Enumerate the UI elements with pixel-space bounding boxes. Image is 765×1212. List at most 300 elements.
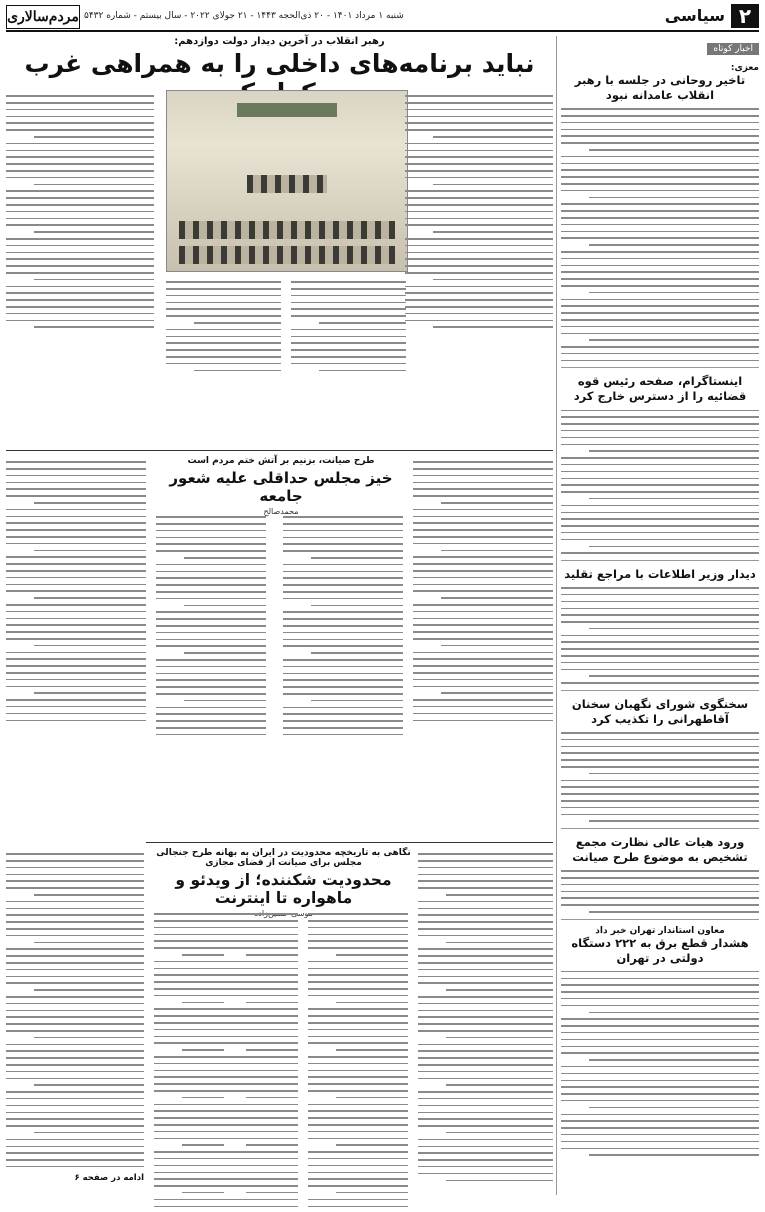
text-line: [166, 281, 281, 283]
text-line: [6, 1030, 144, 1032]
text-line: [6, 679, 146, 681]
body-text-block: [6, 461, 146, 721]
text-line: [34, 1132, 144, 1134]
text-line: [308, 974, 408, 976]
text-line: [413, 672, 553, 674]
article-column: [308, 908, 408, 1212]
text-line: [6, 996, 144, 998]
text-line: [6, 177, 154, 179]
section-title: سیاسی: [664, 6, 725, 25]
text-line: [154, 988, 224, 990]
text-line: [283, 693, 403, 695]
text-line: [308, 1185, 408, 1187]
text-line: [154, 974, 224, 976]
text-line: [218, 968, 298, 970]
text-line: [418, 982, 553, 984]
text-line: [308, 1042, 408, 1044]
text-line: [283, 720, 403, 722]
text-line: [218, 1083, 298, 1085]
text-line: [589, 546, 759, 548]
text-line: [589, 911, 759, 913]
body-text-block: [561, 108, 759, 361]
text-line: [6, 1098, 144, 1100]
text-line: [561, 780, 759, 782]
text-line: [308, 1008, 408, 1010]
text-line: [405, 245, 553, 247]
text-line: [413, 624, 553, 626]
text-line: [308, 961, 408, 963]
text-line: [418, 1030, 553, 1032]
text-line: [561, 156, 759, 158]
lead-column: [405, 90, 553, 333]
text-line: [6, 286, 154, 288]
text-line: [156, 734, 266, 736]
text-line: [154, 1063, 224, 1065]
text-line: [413, 529, 553, 531]
text-line: [154, 920, 224, 922]
sidebar-headline: هشدار قطع برق به ۲۲۲ دستگاه دولتی در تهران: [571, 935, 749, 965]
text-line: [418, 1071, 553, 1073]
text-line: [418, 1125, 553, 1127]
text-line: [405, 197, 553, 199]
text-line: [405, 122, 553, 124]
text-line: [308, 913, 408, 915]
text-line: [413, 488, 553, 490]
text-line: [154, 1056, 224, 1058]
text-line: [561, 807, 759, 809]
text-line: [405, 116, 553, 118]
text-line: [589, 149, 759, 151]
text-line: [156, 571, 266, 573]
text-line: [166, 349, 281, 351]
text-line: [156, 530, 266, 532]
text-line: [156, 659, 266, 661]
text-line: [561, 163, 759, 165]
text-line: [561, 752, 759, 754]
newspaper-logo: مردم‌سالاری: [6, 5, 80, 29]
text-line: [336, 1144, 408, 1146]
text-line: [6, 1125, 144, 1127]
masthead: [6, 4, 759, 32]
text-line: [6, 672, 146, 674]
text-line: [308, 920, 408, 922]
text-line: [6, 211, 154, 213]
text-line: [405, 218, 553, 220]
text-line: [589, 820, 759, 822]
text-line: [561, 897, 759, 899]
text-line: [405, 129, 553, 131]
article-column: [413, 456, 553, 726]
text-line: [561, 299, 759, 301]
text-line: [34, 502, 146, 504]
text-line: [561, 608, 759, 610]
text-line: [283, 679, 403, 681]
body-text-block: [6, 853, 144, 1167]
text-line: [413, 584, 553, 586]
text-line: [6, 495, 146, 497]
text-line: [418, 921, 553, 923]
text-line: [413, 482, 553, 484]
text-line: [6, 543, 146, 545]
text-line: [218, 1131, 298, 1133]
text-line: [6, 170, 154, 172]
article-column: [218, 908, 298, 1212]
sidebar-kicker: معاون استاندار تهران خبر داد: [595, 925, 725, 936]
text-line: [291, 295, 406, 297]
text-line: [561, 518, 759, 520]
text-line: [418, 1003, 553, 1005]
lead-column: [291, 276, 406, 376]
text-line: [405, 170, 553, 172]
text-line: [319, 370, 406, 372]
text-line: [418, 887, 553, 889]
text-line: [441, 645, 553, 647]
text-line: [308, 1206, 408, 1208]
text-line: [589, 292, 759, 294]
text-line: [6, 1166, 144, 1168]
text-line: [561, 285, 759, 287]
text-line: [6, 258, 154, 260]
text-line: [405, 313, 553, 315]
text-line: [6, 116, 154, 118]
text-line: [154, 940, 224, 942]
text-line: [561, 444, 759, 446]
text-line: [308, 1056, 408, 1058]
text-line: [6, 252, 154, 254]
text-line: [218, 913, 298, 915]
text-line: [34, 989, 144, 991]
text-line: [308, 1070, 408, 1072]
text-line: [561, 333, 759, 335]
text-line: [561, 271, 759, 273]
text-line: [34, 692, 146, 694]
text-line: [218, 1036, 298, 1038]
text-line: [561, 203, 759, 205]
text-line: [283, 598, 403, 600]
text-line: [156, 618, 266, 620]
text-line: [413, 706, 553, 708]
text-line: [6, 238, 154, 240]
text-line: [283, 632, 403, 634]
text-line: [6, 867, 144, 869]
text-line: [154, 961, 224, 963]
text-line: [561, 877, 759, 879]
text-line: [6, 948, 144, 950]
text-line: [311, 652, 403, 654]
text-line: [218, 1206, 298, 1208]
text-line: [561, 1073, 759, 1075]
text-line: [6, 1016, 144, 1018]
text-line: [154, 1172, 224, 1174]
text-line: [561, 210, 759, 212]
text-line: [156, 720, 266, 722]
sidebar-headline: اینستاگرام، صفحه رئیس قوه قضائیه را از دسترس خارج کرد: [573, 374, 747, 404]
text-line: [561, 1025, 759, 1027]
text-line: [184, 605, 266, 607]
text-line: [418, 1050, 553, 1052]
text-line: [405, 190, 553, 192]
text-line: [154, 927, 224, 929]
text-line: [154, 968, 224, 970]
text-line: [154, 981, 224, 983]
text-line: [6, 320, 154, 322]
text-line: [6, 713, 146, 715]
text-line: [283, 686, 403, 688]
lead-column: [6, 90, 154, 333]
text-line: [418, 1105, 553, 1107]
text-line: [308, 934, 408, 936]
article-column: [418, 848, 553, 1186]
text-line: [6, 570, 146, 572]
text-line: [283, 584, 403, 586]
text-line: [413, 631, 553, 633]
text-line: [156, 523, 266, 525]
text-line: [283, 645, 403, 647]
article-column: [156, 511, 266, 741]
text-line: [413, 516, 553, 518]
text-line: [166, 295, 281, 297]
text-line: [308, 1090, 408, 1092]
text-line: [6, 982, 144, 984]
text-line: [6, 306, 154, 308]
text-line: [283, 727, 403, 729]
text-line: [589, 1154, 759, 1156]
page-number: ۲: [731, 4, 759, 28]
text-line: [418, 1112, 553, 1114]
text-line: [418, 935, 553, 937]
body-text-block: [405, 95, 553, 328]
text-line: [418, 1023, 553, 1025]
text-line: [246, 1097, 298, 1099]
text-line: [194, 322, 281, 324]
text-line: [156, 707, 266, 709]
body-text-block: [156, 516, 266, 735]
text-line: [405, 211, 553, 213]
text-line: [418, 1159, 553, 1161]
text-line: [561, 265, 759, 267]
text-line: [182, 1002, 224, 1004]
text-line: [418, 1139, 553, 1141]
text-line: [561, 984, 759, 986]
text-line: [6, 1105, 144, 1107]
byline: محمدصالح: [263, 507, 299, 516]
text-line: [308, 981, 408, 983]
text-line: [589, 675, 759, 677]
text-line: [6, 652, 146, 654]
article-kicker: طرح صیانت، بزنیم بر آتش ختم مردم است: [187, 456, 375, 466]
text-line: [413, 618, 553, 620]
text-line: [561, 258, 759, 260]
text-line: [561, 732, 759, 734]
text-line: [418, 928, 553, 930]
text-line: [154, 1090, 224, 1092]
text-line: [311, 605, 403, 607]
text-line: [336, 1049, 408, 1051]
text-line: [561, 108, 759, 110]
text-line: [6, 706, 146, 708]
sidebar-headline: دیدار وزیر اطلاعات با مراجع تقلید: [564, 566, 756, 581]
text-line: [34, 942, 144, 944]
text-line: [154, 1138, 224, 1140]
text-line: [6, 874, 144, 876]
text-line: [418, 969, 553, 971]
text-line: [283, 713, 403, 715]
text-line: [291, 363, 406, 365]
text-line: [405, 306, 553, 308]
text-line: [413, 699, 553, 701]
text-line: [154, 1178, 224, 1180]
text-line: [413, 604, 553, 606]
sidebar-headline: ورود هیات عالی نظارت مجمع تشخیص به موضوع طرح صیانت: [572, 834, 748, 864]
main-content: [6, 36, 553, 1195]
text-line: [561, 176, 759, 178]
text-line: [308, 1124, 408, 1126]
text-line: [283, 659, 403, 661]
text-line: [561, 1148, 759, 1150]
text-line: [6, 955, 144, 957]
text-line: [413, 577, 553, 579]
text-line: [218, 1063, 298, 1065]
text-line: [6, 536, 146, 538]
text-line: [405, 272, 553, 274]
text-line: [418, 1057, 553, 1059]
text-line: [218, 1015, 298, 1017]
text-line: [218, 961, 298, 963]
text-line: [6, 245, 154, 247]
text-line: [561, 278, 759, 280]
text-line: [34, 1037, 144, 1039]
text-line: [308, 1138, 408, 1140]
text-line: [6, 914, 144, 916]
text-line: [156, 598, 266, 600]
text-line: [156, 686, 266, 688]
text-line: [308, 1036, 408, 1038]
text-line: [6, 488, 146, 490]
text-line: [156, 537, 266, 539]
text-line: [405, 204, 553, 206]
text-line: [218, 1070, 298, 1072]
article-column: [154, 908, 224, 1212]
text-line: [154, 1042, 224, 1044]
body-text-block: [561, 587, 759, 684]
text-line: [166, 342, 281, 344]
body-text-block: [166, 281, 281, 371]
text-line: [6, 1064, 144, 1066]
text-line: [433, 136, 553, 138]
text-line: [308, 995, 408, 997]
text-line: [166, 315, 281, 317]
text-line: [154, 934, 224, 936]
text-line: [6, 461, 146, 463]
text-line: [156, 584, 266, 586]
text-line: [589, 197, 759, 199]
text-line: [6, 482, 146, 484]
text-line: [154, 1070, 224, 1072]
text-line: [589, 1059, 759, 1061]
text-line: [6, 720, 146, 722]
text-line: [561, 471, 759, 473]
text-line: [154, 1083, 224, 1085]
text-line: [184, 557, 266, 559]
text-line: [6, 265, 154, 267]
text-line: [291, 329, 406, 331]
text-line: [308, 1117, 408, 1119]
text-line: [418, 1152, 553, 1154]
text-line: [561, 251, 759, 253]
body-text-block: [561, 732, 759, 822]
text-line: [156, 679, 266, 681]
text-line: [6, 1159, 144, 1161]
text-line: [218, 1124, 298, 1126]
text-line: [6, 468, 146, 470]
text-line: [561, 491, 759, 493]
text-line: [6, 901, 144, 903]
text-line: [6, 563, 146, 565]
text-line: [283, 523, 403, 525]
text-line: [418, 948, 553, 950]
text-line: [218, 1165, 298, 1167]
text-line: [283, 666, 403, 668]
text-line: [413, 611, 553, 613]
text-line: [156, 564, 266, 566]
text-line: [446, 1084, 553, 1086]
text-line: [561, 326, 759, 328]
text-line: [166, 308, 281, 310]
text-line: [561, 115, 759, 117]
text-line: [6, 880, 144, 882]
text-line: [182, 1049, 224, 1051]
text-line: [413, 509, 553, 511]
text-line: [156, 611, 266, 613]
text-line: [291, 302, 406, 304]
text-line: [6, 218, 154, 220]
text-line: [413, 475, 553, 477]
text-line: [561, 135, 759, 137]
text-line: [418, 996, 553, 998]
text-line: [182, 1144, 224, 1146]
text-line: [154, 1151, 224, 1153]
text-line: [405, 177, 553, 179]
text-line: [405, 150, 553, 152]
text-line: [561, 217, 759, 219]
text-line: [246, 1192, 298, 1194]
text-line: [6, 962, 144, 964]
text-line: [561, 1093, 759, 1095]
text-line: [433, 231, 553, 233]
text-line: [561, 587, 759, 589]
article-column: [6, 848, 144, 1183]
text-line: [418, 1146, 553, 1148]
text-line: [182, 954, 224, 956]
text-line: [405, 286, 553, 288]
text-line: [405, 299, 553, 301]
article-column: [283, 511, 403, 741]
text-line: [291, 281, 406, 283]
text-line: [34, 597, 146, 599]
text-line: [446, 1180, 553, 1182]
text-line: [561, 1120, 759, 1122]
text-line: [308, 1172, 408, 1174]
text-line: [6, 611, 146, 613]
text-line: [561, 532, 759, 534]
text-line: [561, 129, 759, 131]
text-line: [561, 353, 759, 355]
text-line: [6, 631, 146, 633]
text-line: [6, 887, 144, 889]
text-line: [291, 356, 406, 358]
text-line: [561, 971, 759, 973]
text-line: [218, 1117, 298, 1119]
